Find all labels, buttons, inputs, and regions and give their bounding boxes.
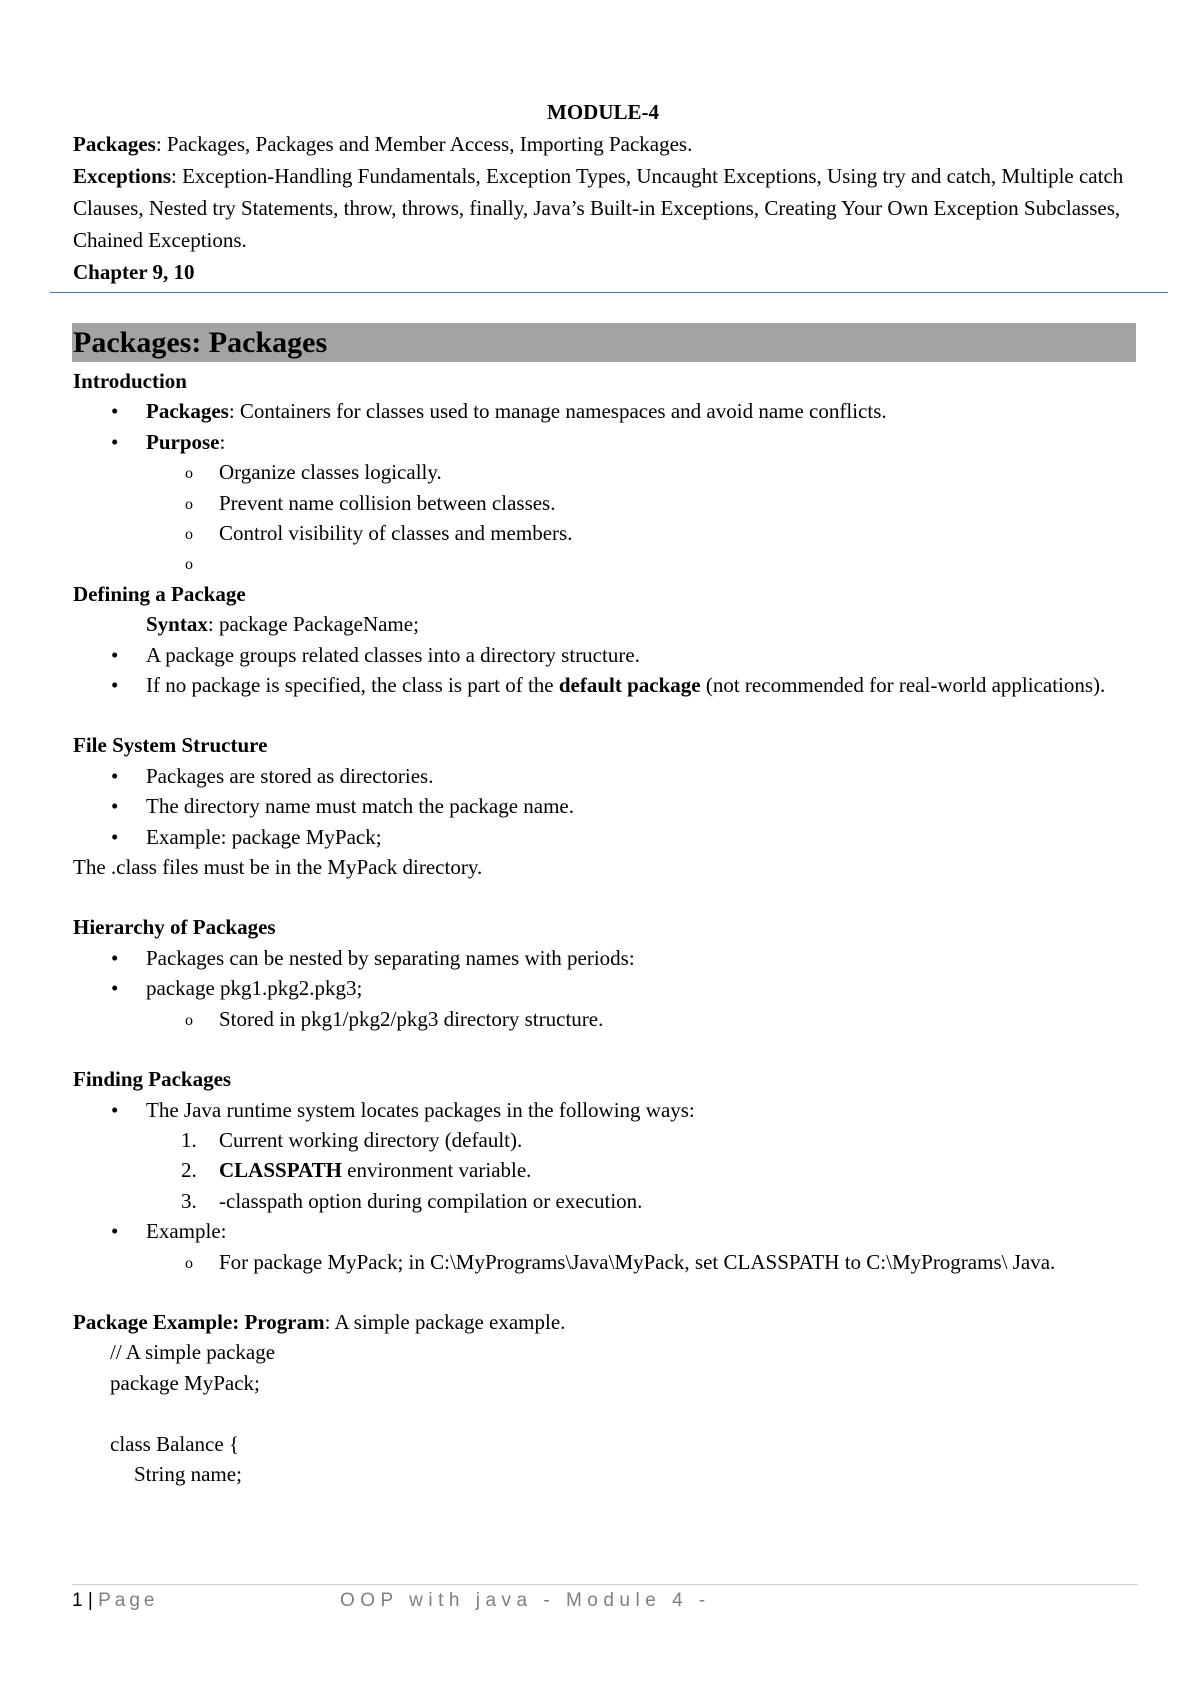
defining-heading: Defining a Package <box>73 581 246 606</box>
syntax-text: : package PackageName; <box>207 612 419 637</box>
text-run: package pkg1.pkg2.pkg3; <box>146 976 363 1001</box>
code-line: String name; <box>134 1461 242 1486</box>
packages-label: Packages <box>73 132 156 156</box>
code-block <box>73 1337 1143 1489</box>
list-item: • Example: package MyPack; <box>146 822 1143 852</box>
list-item <box>146 1095 1143 1217</box>
list-item: o Stored in pkg1/pkg2/pkg3 directory structure. <box>219 1004 1143 1034</box>
hierarchy-heading: Hierarchy of Packages <box>73 915 276 940</box>
text-run-bold: default package <box>558 673 701 698</box>
packages-topics <box>73 128 1133 160</box>
text-run: Example: <box>146 1219 227 1244</box>
syntax-label: Syntax <box>146 612 208 637</box>
list-item: o Control visibility of classes and members. <box>219 518 1143 548</box>
spacer <box>73 700 1143 730</box>
module-header <box>73 96 1133 288</box>
hierarchy-list <box>73 943 1143 1034</box>
syntax-line <box>73 609 1143 639</box>
page-number: 1 <box>72 1590 83 1611</box>
list-item <box>146 670 1143 700</box>
list-item <box>146 396 1143 426</box>
list-item: • A package groups related classes into a directory structure. <box>146 640 1143 670</box>
filesystem-note: The .class files must be in the MyPack directory. <box>73 855 483 880</box>
text-run: The Java runtime system locates packages in the following ways: <box>146 1097 695 1122</box>
list-item: o Organize classes logically. <box>219 457 1143 487</box>
document-body <box>73 366 1143 1489</box>
example-heading <box>73 1307 1143 1337</box>
list-item: • Packages can be nested by separating names with periods: <box>146 943 1143 973</box>
finding-list <box>73 1095 1143 1277</box>
list-item <box>146 1216 1143 1277</box>
defining-list <box>73 640 1143 701</box>
header-divider <box>50 292 1168 293</box>
text-run-bold: CLASSPATH <box>219 1158 342 1183</box>
list-item-empty <box>219 548 1143 578</box>
filesystem-list <box>73 761 1143 852</box>
section-banner <box>72 323 1136 362</box>
list-item: -classpath option during compilation or execution. <box>219 1188 643 1213</box>
footer-doc-title: OOP with java - Module 4 - <box>340 1590 711 1611</box>
hierarchy-sublist <box>146 1004 1143 1034</box>
term-text: : Containers for classes used to manage namespaces and avoid name conflicts. <box>228 399 887 424</box>
finding-sublist <box>146 1247 1143 1277</box>
example-heading-label: Package Example: Program <box>73 1309 325 1334</box>
footer-divider <box>72 1584 1138 1585</box>
text-run: (not recommended for real-world applications). <box>700 673 1106 698</box>
chapter-label: Chapter 9, 10 <box>73 260 195 284</box>
purpose-list <box>146 457 1143 579</box>
introduction-heading: Introduction <box>73 369 187 393</box>
example-heading-text: : A simple package example. <box>324 1309 566 1334</box>
section-title: Packages: Packages <box>73 326 328 359</box>
filesystem-heading: File System Structure <box>73 733 268 758</box>
page-footer <box>72 1588 711 1614</box>
packages-topics-text: : Packages, Packages and Member Access, Importing Packages. <box>155 132 693 156</box>
list-item <box>146 973 1143 1034</box>
spacer <box>73 1034 1143 1064</box>
code-line: // A simple package <box>110 1340 276 1365</box>
finding-numbered-list <box>146 1125 1143 1216</box>
spacer <box>73 882 1143 912</box>
introduction-list <box>73 396 1143 578</box>
exceptions-topics-text: : Exception-Handling Fundamentals, Exception Types, Uncaught Exceptions, Using try and catch, Multiple catch Clauses, Nested try Statements, throw, throws, finally, Java’s Built-in Exceptions, Creating Your Own Exception Subclasses, Chained Exceptions. <box>73 164 1124 252</box>
code-line: class Balance { <box>110 1431 240 1456</box>
finding-heading: Finding Packages <box>73 1067 232 1092</box>
list-item: o For package MyPack; in C:\MyPrograms\Java\MyPack, set CLASSPATH to C:\MyPrograms\ Java. <box>219 1247 1143 1277</box>
page-label: Page <box>98 1590 159 1611</box>
list-item <box>146 427 1143 579</box>
list-item: • Packages are stored as directories. <box>146 761 1143 791</box>
exceptions-label: Exceptions <box>73 164 172 188</box>
term-label: Packages <box>146 399 229 424</box>
exceptions-topics <box>73 160 1133 256</box>
footer-separator: | <box>82 1590 99 1611</box>
list-item: Current working directory (default). <box>219 1127 523 1152</box>
spacer <box>73 1277 1143 1307</box>
text-run: If no package is specified, the class is part of the <box>146 673 559 698</box>
code-line: package MyPack; <box>110 1370 260 1395</box>
list-item: o Prevent name collision between classes. <box>219 488 1143 518</box>
term-label: Purpose <box>146 429 220 454</box>
code-line-empty <box>110 1398 1143 1428</box>
term-text: : <box>219 429 226 454</box>
chapter-ref <box>73 256 1133 288</box>
module-title: MODULE-4 <box>547 100 659 124</box>
list-item: • The directory name must match the package name. <box>146 791 1143 821</box>
list-item <box>219 1155 1143 1185</box>
text-run: environment variable. <box>341 1158 532 1183</box>
